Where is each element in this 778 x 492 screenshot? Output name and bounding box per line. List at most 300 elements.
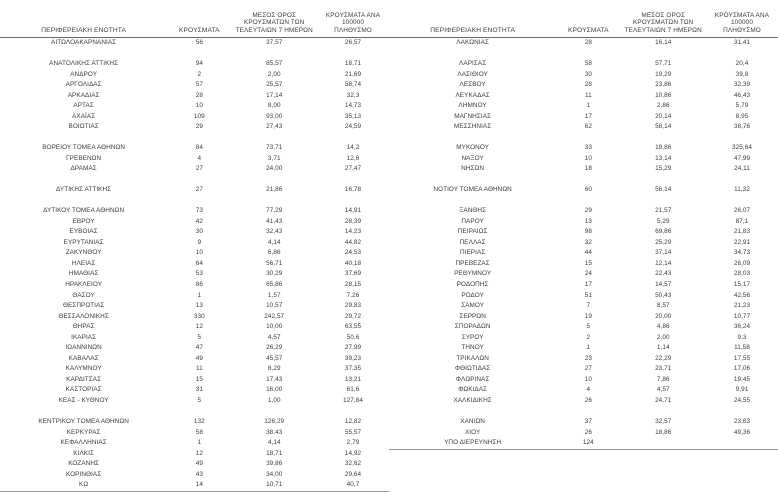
column-header-cases — [167, 11, 231, 38]
cell-regional-unit: ΔΥΤΙΚΗΣ ΑΤΤΙΚΗΣ — [56, 186, 112, 194]
right-table-half — [389, 11, 778, 447]
cell-avg7: 34,00 — [266, 470, 283, 478]
cell-avg7: 32,57 — [655, 417, 672, 425]
cell-per100k: 24,11 — [734, 165, 750, 173]
table-row — [389, 164, 778, 175]
cell-regional-unit: ΒΟΙΩΤΙΑΣ — [68, 123, 99, 131]
cell-regional-unit: ΚΕΦΑΛΛΗΝΙΑΣ — [60, 439, 107, 447]
table-row — [0, 470, 389, 481]
cell-avg7: 57,71 — [655, 60, 672, 67]
cell-avg7: 20,14 — [655, 112, 672, 120]
cell-avg7: 21,57 — [655, 207, 672, 215]
cell-cases: 10 — [584, 375, 592, 383]
cell-cases: 10 — [195, 249, 203, 257]
cell-regional-unit: ΣΑΜΟΥ — [461, 302, 485, 310]
table-row — [389, 217, 778, 228]
cell-cases: 2 — [197, 70, 202, 78]
cell-avg7: 16,00 — [266, 386, 283, 394]
cell-regional-unit: ΑΝΑΤΟΛΙΚΗΣ ΑΤΤΙΚΗΣ — [49, 60, 119, 67]
cell-cases: 29 — [584, 207, 592, 215]
cell-cases: 330 — [193, 312, 205, 320]
cell-per100k: 15,17 — [733, 281, 751, 289]
cell-cases: 109 — [193, 112, 205, 120]
spacer-cell — [0, 407, 389, 417]
cell-cases: 47 — [195, 344, 203, 352]
cell-per100k: 47,99 — [733, 154, 751, 162]
cell-regional-unit: ΧΑΛΚΙΔΙΚΗΣ — [453, 397, 492, 405]
cell-avg7: 73,71 — [266, 144, 283, 152]
cell-regional-unit: ΚΕΡΚΥΡΑΣ — [66, 428, 101, 436]
cell-regional-unit: ΑΝΔΡΟΥ — [70, 70, 98, 78]
cell-per100k: 27,99 — [344, 344, 362, 352]
table-body-left — [0, 38, 389, 492]
cell-avg7: 10,71 — [231, 480, 317, 491]
cell-per100k: 34,73 — [733, 249, 751, 257]
cell-per100k: 40,7 — [317, 480, 389, 491]
cell-regional-unit: ΣΕΡΡΩΝ — [459, 312, 486, 320]
table-row — [0, 364, 389, 375]
cell-regional-unit: ΛΗΜΝΟΥ — [458, 102, 487, 110]
cell-cases: 49 — [195, 354, 203, 362]
table-row-spacer — [389, 175, 778, 185]
cell-per100k: 32,3 — [346, 91, 360, 99]
cell-avg7: 85,57 — [266, 60, 283, 67]
cell-avg7: 39,86 — [266, 460, 283, 468]
left-table-half — [0, 11, 389, 489]
cell-per100k: 11,58 — [734, 344, 750, 352]
cell-per100k: 31,41 — [733, 39, 751, 47]
table-row-spacer — [389, 407, 778, 417]
cell-cases: 9 — [197, 238, 202, 246]
cell-regional-unit: ΠΑΡΟΥ — [461, 217, 484, 225]
cell-avg7: 7,86 — [656, 375, 670, 383]
table-row — [0, 185, 389, 196]
cell-avg7 — [620, 438, 706, 449]
cell-per100k: 29,72 — [344, 312, 362, 320]
cell-cases: 49 — [195, 460, 203, 468]
header-row — [0, 11, 389, 38]
cell-cases: 28 — [584, 39, 592, 47]
cell-regional-unit: ΝΟΤΙΟΥ ΤΟΜΕΑ ΑΘΗΝΩΝ — [433, 186, 512, 194]
table-row — [0, 154, 389, 165]
cell-per100k: 26,09 — [733, 259, 751, 267]
cell-avg7: 5,29 — [656, 217, 670, 225]
table-row — [389, 69, 778, 80]
cell-per100k: 8,95 — [735, 112, 749, 120]
cell-cases: 5 — [586, 323, 591, 331]
table-row — [0, 427, 389, 438]
table-row — [389, 227, 778, 238]
cell-cases: 124 — [556, 438, 620, 449]
cell-avg7: 14,57 — [655, 281, 672, 289]
cell-cases: 33 — [584, 144, 592, 152]
table-row-spacer — [0, 175, 389, 185]
cell-regional-unit: ΚΑΒΑΛΑΣ — [68, 354, 99, 362]
table-row — [389, 112, 778, 123]
cell-regional-unit: ΚΙΛΚΙΣ — [73, 449, 94, 457]
table-row — [389, 185, 778, 196]
cell-avg7: 17,43 — [266, 375, 283, 383]
cell-regional-unit: ΠΕΙΡΑΙΩΣ — [457, 228, 488, 236]
cell-avg7: 4,86 — [656, 323, 670, 331]
cell-per100k: 44,82 — [344, 238, 362, 246]
cell-cases: 17 — [584, 112, 592, 120]
cell-cases: 15 — [195, 375, 203, 383]
cell-per100k: 63,55 — [344, 323, 362, 331]
column-header-cases — [556, 11, 620, 38]
table-row — [0, 248, 389, 259]
cell-cases: 60 — [584, 186, 592, 194]
cell-avg7: 38,43 — [266, 428, 283, 436]
column-header-per100k-line1: ΚΡΟΥΣΜΑΤΑ ΑΝΑ 100000 — [325, 11, 381, 27]
column-header-avg7-line1: ΜΕΣΟΣ ΟΡΟΣ ΚΡΟΥΣΜΑΤΩΝ ΤΩΝ — [633, 11, 694, 27]
cell-avg7: 17,14 — [266, 91, 283, 99]
cell-per100k: 11,32 — [734, 186, 750, 194]
cell-avg7: 21,86 — [266, 186, 283, 194]
cell-per100k: 14,91 — [344, 207, 362, 215]
cell-regional-unit: ΑΙΤΩΛΟΑΚΑΡΝΑΝΙΑΣ — [51, 39, 117, 47]
cell-per100k: 26,57 — [344, 39, 362, 47]
cell-regional-unit: ΠΕΛΛΑΣ — [459, 238, 486, 246]
table-header-right — [389, 11, 778, 38]
table-row — [0, 269, 389, 280]
cell-regional-unit: ΠΡΕΒΕΖΑΣ — [455, 259, 490, 267]
cell-per100k: 21,23 — [733, 302, 751, 310]
cell-cases: 15 — [584, 259, 592, 267]
table-row — [389, 80, 778, 91]
cell-avg7: 23,86 — [655, 81, 672, 89]
cell-cases: 43 — [195, 470, 203, 478]
cell-regional-unit: ΦΘΙΩΤΙΔΑΣ — [454, 365, 491, 373]
table-row — [0, 101, 389, 112]
table-row — [0, 480, 389, 491]
cell-avg7: 50,43 — [655, 291, 672, 299]
cell-avg7: 1,00 — [267, 397, 281, 405]
cell-avg7: 4,57 — [656, 386, 670, 394]
cell-per100k: 10,77 — [733, 312, 751, 320]
cell-avg7: 8,00 — [267, 102, 281, 110]
table-row — [0, 238, 389, 249]
cell-regional-unit: ΓΡΕΒΕΝΩΝ — [66, 154, 102, 162]
cell-regional-unit: ΕΥΒΟΙΑΣ — [69, 228, 98, 236]
table-row — [389, 143, 778, 154]
table-row — [0, 343, 389, 354]
spacer-cell — [389, 49, 778, 59]
column-header-avg7 — [231, 11, 317, 38]
cell-avg7: 10,86 — [655, 91, 672, 99]
table-row — [389, 354, 778, 365]
column-header-per100k — [317, 11, 389, 38]
cell-cases: 64 — [195, 259, 203, 267]
cell-per100k: 87,1 — [735, 217, 749, 225]
cell-cases: 23 — [584, 354, 592, 362]
spacer-cell — [389, 196, 778, 206]
cell-per100k: 14,2 — [346, 144, 360, 152]
cell-regional-unit: ΥΠΟ ΔΙΕΡΕΥΝΗΣΗ — [389, 438, 556, 449]
cell-regional-unit: ΛΕΥΚΑΔΑΣ — [455, 91, 490, 99]
cell-per100k: 58,74 — [344, 81, 362, 89]
cell-cases: 28 — [195, 91, 203, 99]
cell-avg7: 20,00 — [655, 312, 672, 320]
table-row — [0, 143, 389, 154]
cell-regional-unit: ΛΑΚΩΝΙΑΣ — [456, 39, 489, 47]
cell-per100k: 13,21 — [344, 375, 362, 383]
table-row — [0, 122, 389, 133]
cell-regional-unit: ΡΟΔΟΥ — [461, 291, 484, 299]
cell-avg7: 8,57 — [656, 302, 670, 310]
cell-regional-unit: ΙΩΑΝΝΙΝΩΝ — [65, 344, 102, 352]
cell-per100k: 9,91 — [735, 386, 749, 394]
cell-per100k: 2,79 — [346, 439, 360, 447]
column-header-cases-line2: ΚΡΟΥΣΜΑΤΑ — [178, 26, 220, 34]
table-row — [389, 364, 778, 375]
cell-regional-unit: ΧΙΟΥ — [464, 428, 481, 436]
cell-per100k: 21,69 — [344, 70, 362, 78]
cell-avg7: 41,43 — [266, 217, 283, 225]
table-row-spacer — [389, 49, 778, 59]
cell-per100k: 35,13 — [344, 112, 362, 120]
cell-cases: 4 — [586, 386, 591, 394]
table-row — [0, 38, 389, 49]
table-row — [0, 217, 389, 228]
cell-avg7: 37,14 — [655, 249, 672, 257]
cell-per100k: 28,03 — [733, 270, 751, 278]
cell-cases: 1 — [586, 102, 591, 110]
cell-avg7: 3,71 — [267, 154, 281, 162]
table-row — [389, 91, 778, 102]
cell-cases: 4 — [197, 154, 202, 162]
cell-per100k: 14,23 — [344, 228, 362, 236]
cell-cases: 10 — [195, 102, 203, 110]
cell-per100k: 22,91 — [733, 238, 751, 246]
cell-avg7: 23,71 — [655, 365, 672, 373]
cell-avg7: 19,86 — [655, 144, 672, 152]
cell-per100k: 61,6 — [346, 386, 360, 394]
cell-cases: 28 — [584, 81, 592, 89]
table-row-spacer — [0, 196, 389, 206]
cell-cases: 19 — [584, 312, 592, 320]
cell-regional-unit: ΛΑΡΙΣΑΣ — [459, 60, 487, 67]
cell-avg7: 1,57 — [267, 291, 281, 299]
table-row — [389, 238, 778, 249]
cell-cases: 30 — [195, 228, 203, 236]
table-row — [389, 206, 778, 217]
table-row — [389, 438, 778, 449]
cell-avg7: 4,57 — [267, 333, 281, 341]
cell-per100k: 27,47 — [344, 165, 362, 173]
cell-per100k: 7,26 — [346, 291, 360, 299]
cell-per100k: 26,07 — [733, 207, 751, 215]
spacer-cell — [0, 49, 389, 59]
table-row — [389, 59, 778, 70]
cell-cases: 29 — [195, 123, 203, 131]
cell-regional-unit: ΙΚΑΡΙΑΣ — [71, 333, 97, 341]
cell-regional-unit: ΑΧΑΪΑΣ — [72, 112, 96, 120]
cell-avg7: 56,14 — [655, 186, 672, 194]
table-body-right — [389, 38, 778, 450]
cell-per100k: 12,82 — [344, 417, 362, 425]
cell-cases: 13 — [195, 302, 203, 310]
cell-avg7: 32,43 — [266, 228, 283, 236]
table-row — [389, 417, 778, 428]
cell-avg7: 26,29 — [266, 344, 283, 352]
cell-cases: 56 — [195, 39, 203, 47]
column-header-avg7-line2: ΤΕΛΕΥΤΑΙΩΝ 7 ΗΜΕΡΩΝ — [624, 27, 702, 35]
cell-avg7: 58,14 — [655, 123, 672, 131]
table-row — [389, 101, 778, 112]
cell-per100k: 32,39 — [733, 81, 751, 89]
cell-avg7: 126,29 — [264, 417, 285, 425]
table-row — [0, 375, 389, 386]
cell-avg7: 242,57 — [264, 312, 285, 320]
table-row — [389, 301, 778, 312]
column-header-regional-unit-line2: ΠΕΡΙΦΕΡΕΙΑΚΗ ΕΝΟΤΗΤΑ — [430, 26, 515, 34]
cell-per100k: 21,83 — [733, 228, 751, 236]
column-header-per100k-line2: ΠΛΗΘΥΣΜΟ — [723, 27, 761, 35]
column-header-avg7 — [620, 11, 706, 38]
cell-avg7: 12,14 — [655, 259, 672, 267]
cell-avg7: 13,14 — [655, 154, 672, 162]
table-row — [0, 385, 389, 396]
table-row — [389, 385, 778, 396]
table-row — [389, 291, 778, 302]
cell-cases: 24 — [584, 270, 592, 278]
cell-cases: 58 — [195, 428, 203, 436]
cell-avg7: 93,00 — [266, 112, 283, 120]
column-header-regional-unit — [389, 11, 556, 38]
cell-regional-unit: ΣΠΟΡΑΔΩΝ — [454, 323, 491, 331]
cell-cases: 26 — [584, 397, 592, 405]
cell-per100k: 29,83 — [344, 302, 362, 310]
cell-regional-unit: ΘΕΣΠΡΩΤΙΑΣ — [62, 302, 105, 310]
cell-cases: 42 — [195, 217, 203, 225]
cell-regional-unit: ΡΟΔΟΠΗΣ — [456, 281, 489, 289]
table-header-left — [0, 11, 389, 38]
cell-per100k: 42,56 — [733, 291, 751, 299]
table-row-spacer — [0, 407, 389, 417]
table-row — [389, 280, 778, 291]
cell-cases: 12 — [195, 323, 203, 331]
table-row-spacer — [389, 196, 778, 206]
cell-per100k: 38,76 — [733, 123, 751, 131]
spacer-cell — [0, 133, 389, 143]
cell-cases: 1 — [586, 344, 591, 352]
cell-per100k: 55,57 — [344, 428, 362, 436]
table-row — [0, 291, 389, 302]
table-row — [0, 449, 389, 460]
cell-cases: 53 — [195, 270, 203, 278]
cell-cases: 27 — [195, 186, 203, 194]
cell-regional-unit: ΧΑΝΙΩΝ — [460, 417, 485, 425]
column-header-per100k — [706, 11, 778, 38]
cell-avg7: 2,86 — [656, 102, 670, 110]
cell-per100k: 16,78 — [344, 186, 362, 194]
cell-avg7: 25,57 — [266, 81, 283, 89]
header-row — [389, 11, 778, 38]
cell-cases: 1 — [197, 439, 202, 447]
cell-avg7: 2,00 — [656, 333, 670, 341]
cell-regional-unit: ΒΟΡΕΙΟΥ ΤΟΜΕΑ ΑΘΗΝΩΝ — [42, 144, 126, 152]
cell-cases: 1 — [197, 291, 202, 299]
cell-avg7: 2,00 — [267, 70, 281, 78]
cell-regional-unit: ΡΕΘΥΜΝΟΥ — [454, 270, 492, 278]
table-row — [389, 259, 778, 270]
cell-cases: 37 — [584, 417, 592, 425]
cell-per100k: 24,59 — [344, 123, 362, 131]
cell-cases: 12 — [195, 449, 203, 457]
column-header-regional-unit-line2: ΠΕΡΙΦΕΡΕΙΑΚΗ ΕΝΟΤΗΤΑ — [41, 26, 126, 34]
cell-regional-unit: ΔΡΑΜΑΣ — [70, 165, 97, 173]
cell-cases: 27 — [195, 165, 203, 173]
cell-cases: 7 — [586, 302, 591, 310]
cell-avg7: 24,00 — [266, 165, 283, 173]
cell-per100k: 28,15 — [344, 281, 362, 289]
cell-avg7: 6,86 — [267, 249, 281, 257]
table-row — [0, 164, 389, 175]
cell-avg7: 4,14 — [267, 238, 281, 246]
cell-cases: 132 — [193, 417, 205, 425]
cell-per100k: 24,55 — [733, 397, 751, 405]
cell-regional-unit: ΠΙΕΡΙΑΣ — [459, 249, 486, 257]
cell-per100k: 23,63 — [733, 417, 751, 425]
cell-per100k: 20,4 — [735, 60, 749, 67]
cell-cases: 84 — [195, 144, 203, 152]
cell-cases: 26 — [584, 428, 592, 436]
cell-per100k: 5,79 — [735, 102, 749, 110]
table-row — [389, 343, 778, 354]
table-row — [0, 333, 389, 344]
cell-per100k: 18,71 — [344, 60, 362, 67]
cell-regional-unit: ΛΕΣΒΟΥ — [459, 81, 486, 89]
cell-per100k: 37,69 — [344, 270, 362, 278]
table-row — [0, 280, 389, 291]
table-row — [0, 459, 389, 470]
cell-regional-unit: ΘΑΣΟΥ — [72, 291, 95, 299]
table-row-spacer — [0, 133, 389, 143]
cell-cases: 11 — [584, 91, 592, 99]
cell-regional-unit: ΕΥΡΥΤΑΝΙΑΣ — [63, 238, 104, 246]
table-row — [0, 354, 389, 365]
cell-regional-unit: ΛΑΣΙΘΙΟΥ — [457, 70, 488, 78]
cell-cases: 57 — [195, 81, 203, 89]
table-row — [0, 112, 389, 123]
cell-regional-unit: ΝΑΞΟΥ — [461, 154, 484, 162]
column-header-avg7-line1: ΜΕΣΟΣ ΟΡΟΣ ΚΡΟΥΣΜΑΤΩΝ ΤΩΝ — [244, 11, 305, 27]
cell-avg7: 56,71 — [266, 259, 283, 267]
spacer-cell — [389, 133, 778, 143]
table-row — [389, 396, 778, 407]
cell-avg7: 30,29 — [266, 270, 283, 278]
cell-regional-unit: ΗΡΑΚΛΕΙΟΥ — [65, 281, 103, 289]
cell-per100k: 49,36 — [733, 428, 751, 436]
cell-cases: 17 — [584, 281, 592, 289]
cell-per100k: 14,92 — [344, 449, 362, 457]
table-row — [389, 122, 778, 133]
cell-cases: 27 — [584, 365, 592, 373]
table-row-spacer — [389, 133, 778, 143]
cell-regional-unit: ΤΗΝΟΥ — [461, 344, 484, 352]
cell-avg7: 25,29 — [655, 238, 672, 246]
cell-avg7: 4,14 — [267, 439, 281, 447]
cell-regional-unit: ΗΛΕΙΑΣ — [71, 259, 96, 267]
spacer-cell — [389, 175, 778, 185]
table-row — [0, 259, 389, 270]
cell-per100k: 37,35 — [344, 365, 362, 373]
cell-regional-unit: ΑΡΓΟΛΙΔΑΣ — [65, 81, 102, 89]
cell-per100k: 14,73 — [344, 102, 362, 110]
cell-per100k: 24,53 — [344, 249, 362, 257]
table-row — [0, 322, 389, 333]
